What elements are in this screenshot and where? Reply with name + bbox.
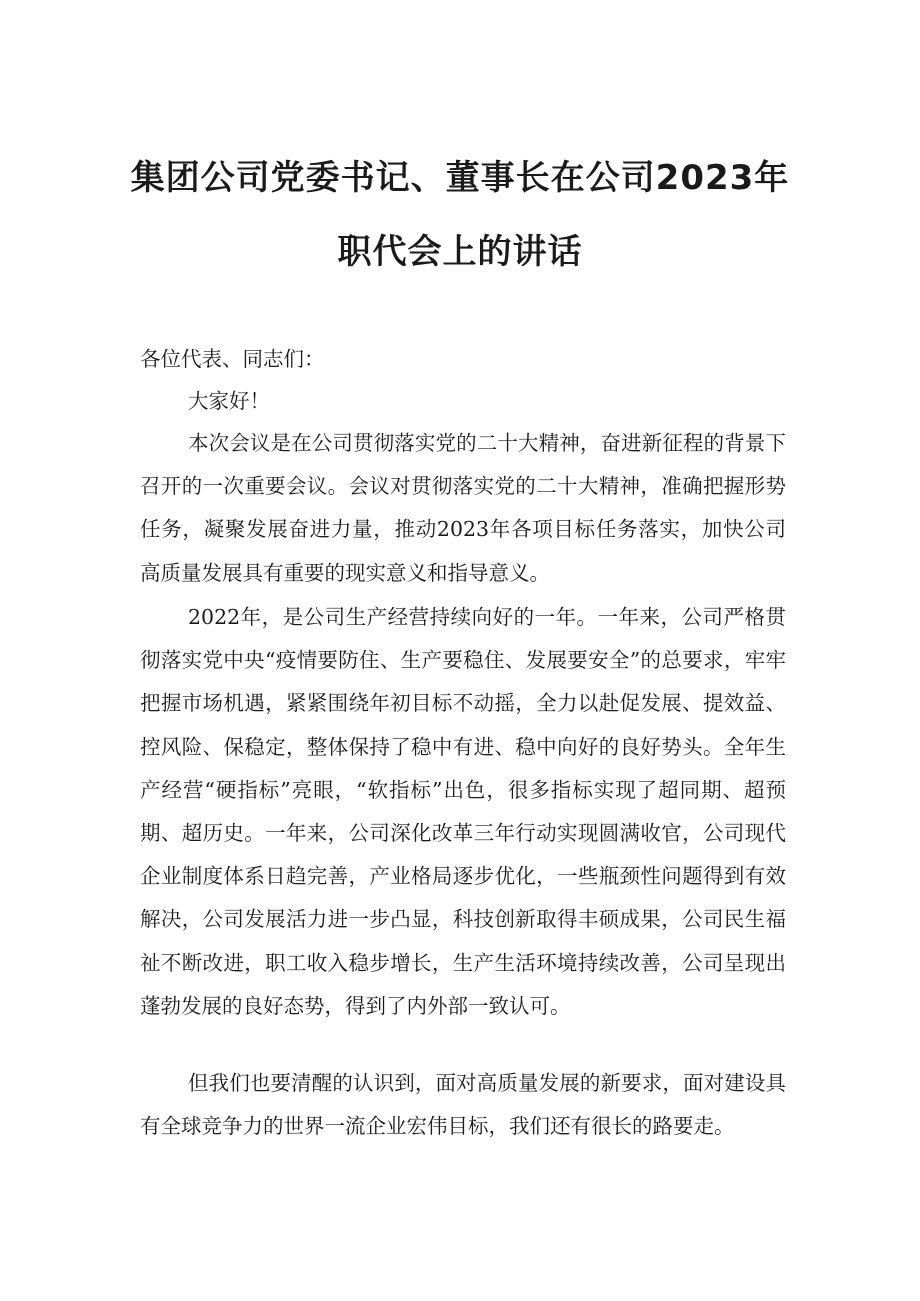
document-title-line-2: 职代会上的讲话 [337, 232, 583, 272]
salutation: 各位代表、同志们： [140, 347, 325, 371]
paragraph-2: 2022年，是公司生产经营持续向好的一年。一年来，公司严格贯彻落实党中央“疫情要防住、生产要稳住、发展要安全”的总要求，牢牢把握市场机遇，紧紧围绕年初目标不动摇，全力以赴促发展、提效益、控风险、保稳定，整体保持了稳中有进、稳中向好的良好势头。全年生产经营“硬指标”亮眼，“软指标”出色，很多指标实现了超同期、超预期、超历史。一年来，公司深化改革三年行动实现圆满收官，公司现代企业制度体系日趋完善，产业格局逐步优化，一些瓶颈性问题得到有效解决，公司发展活力进一步凸显，科技创新取得丰硕成果，公司民生福祉不断改进，职工收入稳步增长，生产生活环境持续改善，公司呈现出蓬勃发展的良好态势，得到了内外部一致认可。 [140, 605, 786, 1018]
greeting: 大家好！ [188, 389, 270, 413]
paragraph-1: 本次会议是在公司贯彻落实党的二十大精神，奋进新征程的背景下召开的一次重要会议。会议对贯彻落实党的二十大精神，准确把握形势任务，凝聚发展奋进力量，推动2023年各项目标任务落实，加快公司高质量发展具有重要的现实意义和指导意义。 [140, 431, 786, 585]
paragraph-3: 但我们也要清醒的认识到，面对高质量发展的新要求，面对建设具有全球竞争力的世界一流企业宏伟目标，我们还有很长的路要走。 [140, 1071, 786, 1139]
document-title-line-1: 集团公司党委书记、董事长在公司2023年 [130, 158, 790, 198]
